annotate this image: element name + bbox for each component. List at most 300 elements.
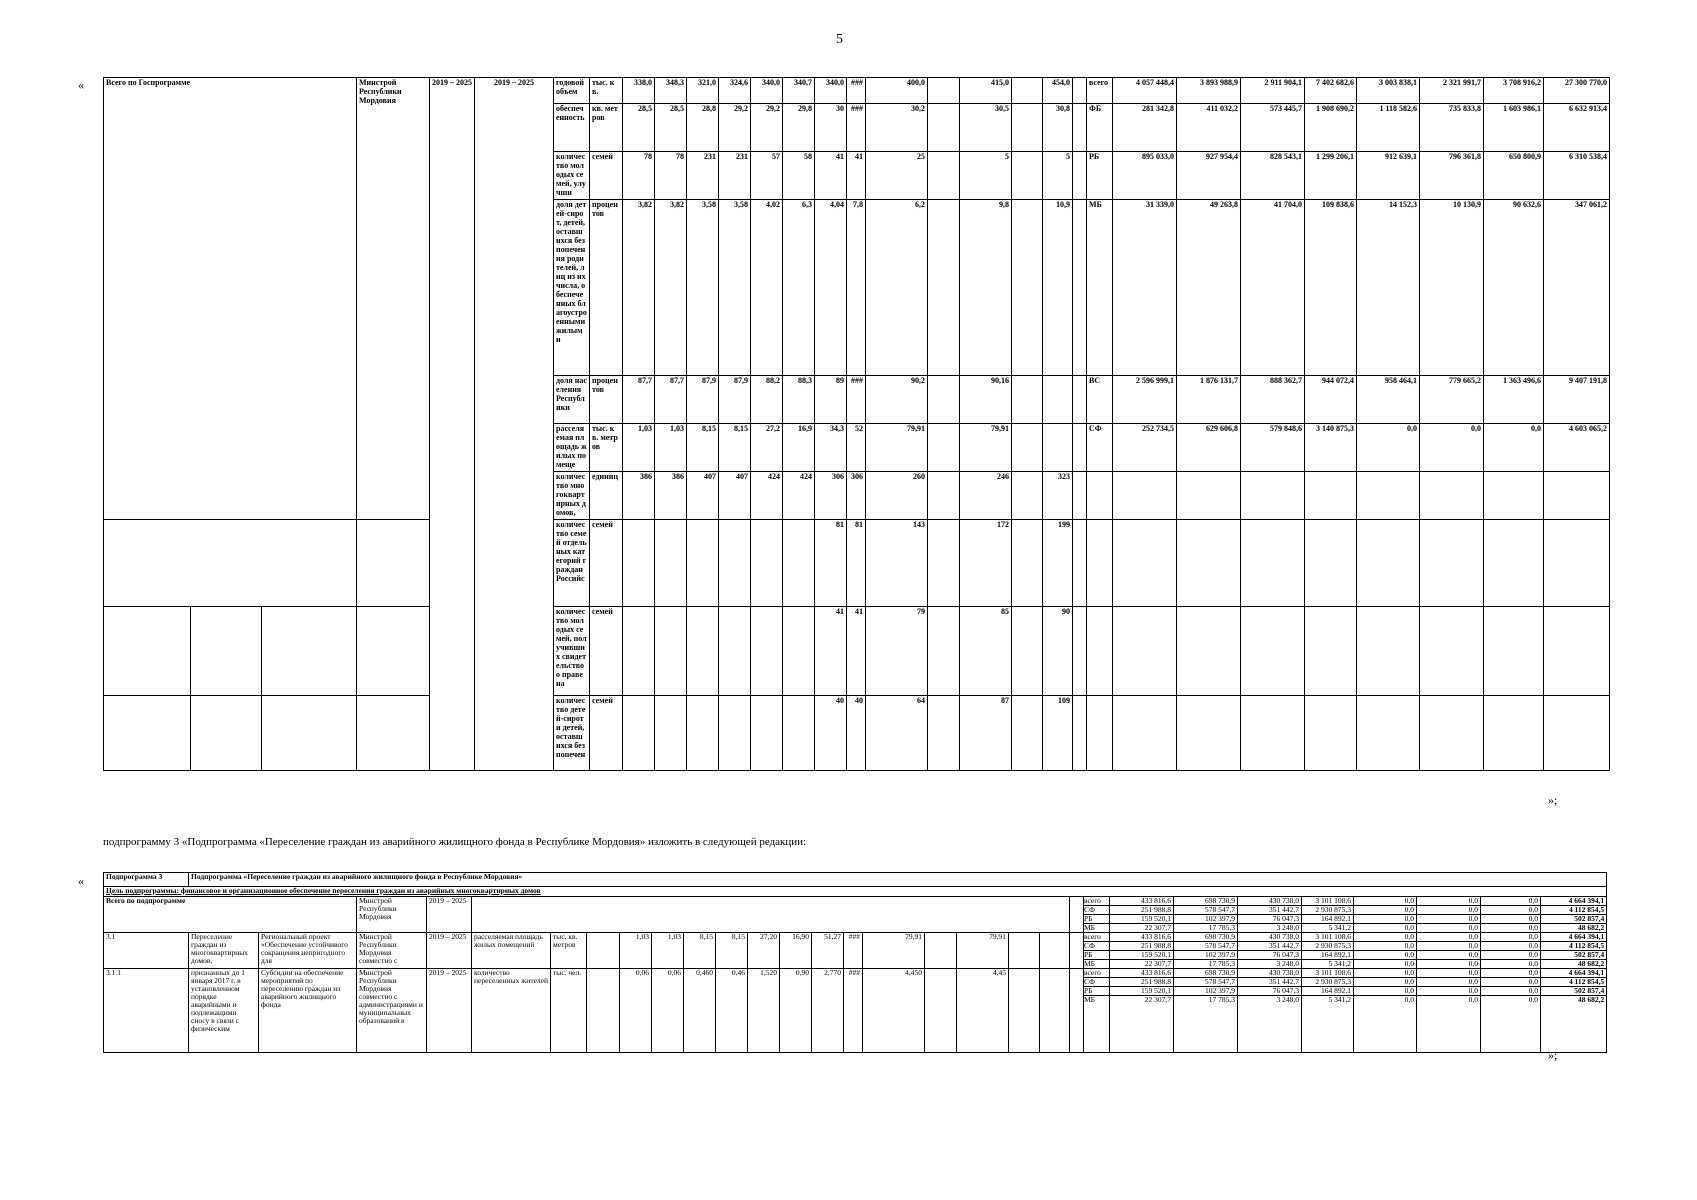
indicator-value: 79,91 [957, 933, 1009, 969]
empty-cell [1305, 520, 1357, 607]
finance-value: 10 130,9 [1420, 200, 1484, 376]
finance-value: 22 307,7 [1144, 960, 1171, 968]
indicator-unit: процентов [590, 376, 623, 424]
finance-value: 41 704,0 [1241, 200, 1305, 376]
indicator-value: 260 [866, 472, 928, 520]
finance-value: 4 112 854,5 [1541, 978, 1606, 987]
finance-value: 1 876 131,7 [1177, 376, 1241, 424]
finance-value: 796 361,8 [1420, 152, 1484, 200]
indicator-value [928, 152, 960, 200]
finance-value: 3 101 108,6 [1302, 969, 1353, 978]
indicator-value: 306 [847, 472, 866, 520]
finance-value: 0,0 [1481, 951, 1540, 960]
indicator-value [928, 472, 960, 520]
finance-value: 251 988,8 [1110, 978, 1173, 987]
empty-cell [1073, 520, 1087, 607]
empty-cell [1177, 520, 1241, 607]
empty-cell [1087, 696, 1113, 771]
finance-value: 4 664 394,1 [1541, 933, 1606, 942]
empty-cell [1420, 696, 1484, 771]
finance-value: 578 547,7 [1174, 978, 1237, 987]
indicator-value [783, 607, 815, 696]
indicator-value: 87 [960, 696, 1012, 771]
indicator-value: 40 [815, 696, 847, 771]
empty-cell [1420, 607, 1484, 696]
indicator-value: 246 [960, 472, 1012, 520]
quote-close-1: »; [1548, 793, 1558, 807]
finance-value: 0,0 [1481, 942, 1540, 951]
finance-value-block [1417, 969, 1481, 1053]
finance-source: МБ [1084, 960, 1095, 968]
indicator-value: 27,2 [751, 424, 783, 472]
finance-value: 3 893 988,9 [1177, 78, 1241, 104]
indicator-value: 64 [866, 696, 928, 771]
indicator-value: 30,5 [960, 104, 1012, 152]
indicator-value [928, 104, 960, 152]
finance-value: 0,0 [1354, 933, 1416, 942]
indicator-unit: кв. метров [590, 104, 623, 152]
finance-source: всего [1084, 969, 1109, 978]
empty-cell [1073, 104, 1087, 152]
empty-cell [1073, 78, 1087, 104]
indicator-value [928, 78, 960, 104]
indicator-value: 340,7 [783, 78, 815, 104]
empty-cell [1544, 696, 1610, 771]
finance-value: 4 603 065,2 [1544, 424, 1610, 472]
empty-cell [1070, 969, 1084, 1053]
finance-value: 578 547,7 [1174, 942, 1237, 951]
finance-value: 430 738,0 [1238, 897, 1301, 906]
finance-value: 351 442,7 [1238, 906, 1301, 915]
finance-value: 944 072,4 [1305, 376, 1357, 424]
row-title: Всего по Госпрограмме [104, 78, 357, 520]
indicator-value: 321,0 [687, 78, 719, 104]
finance-value: 159 520,1 [1110, 987, 1173, 996]
finance-value: 433 816,6 [1110, 969, 1173, 978]
finance-value-block [1238, 933, 1302, 969]
finance-value: 3 140 875,3 [1305, 424, 1357, 472]
finance-value: 912 639,1 [1357, 152, 1420, 200]
finance-value: 48 682,2 [1577, 996, 1605, 1004]
indicator-value: 4,450 [863, 969, 925, 1053]
finance-value-block [1174, 969, 1238, 1053]
indicator-value: ### [847, 104, 866, 152]
indicator-value: 29,2 [751, 104, 783, 152]
indicator-value [655, 520, 687, 607]
indicator-value [719, 696, 751, 771]
finance-value: 698 730,9 [1174, 933, 1237, 942]
finance-value: 17 785,3 [1208, 960, 1235, 968]
finance-value-block [1354, 969, 1417, 1053]
period-cell: 2019 – 2025 [475, 78, 554, 771]
empty-subcell [104, 607, 191, 695]
indicator-value: 3,82 [655, 200, 687, 376]
empty-cell [1073, 200, 1087, 376]
indicator-value: 386 [623, 472, 655, 520]
row-name: Переселение граждан из многоквартирных домов, [189, 933, 259, 969]
finance-value: 4 112 854,5 [1541, 942, 1606, 951]
intro-text: подпрограмму 3 «Подпрограмма «Переселение граждан из аварийного жилищного фонда в Республике Мордовия» изложить в следующей редакции: [103, 836, 807, 848]
indicator-value: 6,2 [866, 200, 928, 376]
finance-value: 0,0 [1481, 906, 1540, 915]
indicator-value: 79,91 [960, 424, 1012, 472]
finance-value: 2 911 904,1 [1241, 78, 1305, 104]
finance-value-block [1354, 897, 1417, 933]
finance-value: 698 730,9 [1174, 897, 1237, 906]
indicator-value: 424 [751, 472, 783, 520]
indicator-value: 8,15 [684, 933, 716, 969]
indicator-value: 7,8 [847, 200, 866, 376]
finance-source: МБ [1084, 996, 1095, 1004]
period-cell: 2019 – 2025 [427, 897, 472, 933]
empty-cell [1357, 696, 1420, 771]
empty-cell [1420, 472, 1484, 520]
indicator-value: 4,04 [815, 200, 847, 376]
empty-cell [1113, 472, 1177, 520]
indicator-value: 16,90 [780, 933, 812, 969]
finance-value: 2 930 875,3 [1302, 942, 1353, 951]
finance-value: 895 033,0 [1113, 152, 1177, 200]
indicator-value [1040, 933, 1070, 969]
finance-value-block [1417, 897, 1481, 933]
finance-value: 698 730,9 [1174, 969, 1237, 978]
finance-value: 48 682,2 [1577, 924, 1605, 932]
indicator-value: 89 [815, 376, 847, 424]
indicator-value: ### [844, 969, 863, 1053]
empty-cell [1357, 472, 1420, 520]
indicator-value [751, 696, 783, 771]
subprogram-title: Подпрограмма «Переселение граждан из аварийного жилищного фонда в Республике Мордовия» [189, 873, 1607, 887]
finance-value: 0,0 [1417, 978, 1480, 987]
empty-cell [587, 969, 620, 1053]
table-row [104, 873, 1607, 887]
indicator-value: 87,7 [655, 376, 687, 424]
indicator-unit: тыс. кв. [590, 78, 623, 104]
indicator-value: 88,2 [751, 376, 783, 424]
empty-cell [1073, 376, 1087, 424]
indicator-value [751, 520, 783, 607]
finance-value: 14 152,3 [1357, 200, 1420, 376]
indicator-value [1012, 696, 1043, 771]
finance-value: 0,0 [1417, 933, 1480, 942]
finance-value: 49 263,8 [1177, 200, 1241, 376]
indicator-name: количество молодых семей, получивших свидетельство о праве на [554, 607, 590, 696]
indicator-name: расселяемая площадь жилых помещений [472, 933, 551, 969]
finance-source: РБ [1087, 152, 1113, 200]
indicator-value [928, 424, 960, 472]
indicator-value [925, 969, 957, 1053]
finance-value-block [1302, 897, 1354, 933]
empty-cell [357, 607, 430, 696]
finance-value: 0,0 [1417, 897, 1480, 906]
finance-value: 4 664 394,1 [1541, 969, 1606, 978]
finance-value: 0,0 [1481, 969, 1540, 978]
indicator-value: 231 [687, 152, 719, 200]
finance-value-block [1541, 933, 1607, 969]
table-row [104, 607, 1610, 696]
finance-value: 164 892,1 [1302, 915, 1353, 924]
indicator-value: 172 [960, 520, 1012, 607]
empty-cell [357, 520, 430, 607]
finance-value: 48 682,2 [1577, 960, 1605, 968]
finance-source-block [1084, 969, 1110, 1053]
indicator-value: 79 [866, 607, 928, 696]
empty-cell [1087, 472, 1113, 520]
indicator-value [1012, 152, 1043, 200]
period-cell: 2019 – 2025 [427, 933, 472, 969]
finance-value: 888 362,7 [1241, 376, 1305, 424]
finance-value: 0,0 [1404, 924, 1414, 932]
indicator-value [1012, 472, 1043, 520]
finance-value: 0,0 [1354, 969, 1416, 978]
empty-cell [472, 897, 1070, 933]
finance-source: всего [1084, 933, 1109, 942]
empty-cell [1241, 607, 1305, 696]
indicator-value [1009, 969, 1040, 1053]
indicator-name: расселяемая площадь жилых помеще [554, 424, 590, 472]
indicator-value: 28,5 [623, 104, 655, 152]
finance-value: 430 738,0 [1238, 933, 1301, 942]
empty-cell [1484, 472, 1544, 520]
indicator-value [928, 696, 960, 771]
empty-cell [1241, 472, 1305, 520]
empty-cell [587, 933, 620, 969]
indicator-value [1012, 376, 1043, 424]
finance-value: 102 397,9 [1174, 915, 1237, 924]
indicator-name: годовой объем [554, 78, 590, 104]
finance-value: 3 248,0 [1276, 996, 1299, 1004]
indicator-value [928, 200, 960, 376]
indicator-value: 5 [1043, 152, 1073, 200]
table-row [104, 969, 1607, 1053]
finance-value: 76 047,3 [1238, 915, 1301, 924]
indicator-value: 0,90 [780, 969, 812, 1053]
finance-value: 17 785,3 [1208, 924, 1235, 932]
indicator-value [1040, 969, 1070, 1053]
finance-value: 2 930 875,3 [1302, 906, 1353, 915]
empty-cell [1420, 520, 1484, 607]
indicator-value [623, 520, 655, 607]
finance-value: 1 299 206,1 [1305, 152, 1357, 200]
executor-cell: Минстрой Республики Мордовия совместно с администрациями и муниципальных образований в [357, 969, 427, 1053]
indicator-value: 41 [847, 152, 866, 200]
finance-value: 102 397,9 [1174, 987, 1237, 996]
indicator-value: 0,06 [620, 969, 652, 1053]
indicator-value: 87,9 [687, 376, 719, 424]
indicator-value: 5 [960, 152, 1012, 200]
indicator-value: 79,91 [863, 933, 925, 969]
indicator-unit: семей [590, 152, 623, 200]
row-number: 3.1 [104, 933, 189, 969]
table-row [104, 696, 1610, 771]
finance-value: 0,0 [1354, 978, 1416, 987]
finance-value: 502 857,4 [1541, 987, 1606, 996]
total-label: Всего по подпрограмме [104, 897, 357, 933]
indicator-value [783, 696, 815, 771]
row-number: 3.1.1 [104, 969, 189, 1053]
empty-cell [1305, 472, 1357, 520]
finance-source: ВС [1087, 376, 1113, 424]
finance-value: 0,0 [1354, 951, 1416, 960]
indicator-value [925, 933, 957, 969]
finance-value: 430 738,0 [1238, 969, 1301, 978]
finance-value: 0,0 [1417, 906, 1480, 915]
table-row [104, 78, 1610, 104]
finance-value: 7 402 682,6 [1305, 78, 1357, 104]
finance-source: МБ [1084, 924, 1095, 932]
finance-value: 958 464,1 [1357, 376, 1420, 424]
empty-cell [1087, 607, 1113, 696]
finance-value: 0,0 [1481, 987, 1540, 996]
empty-cell [1241, 520, 1305, 607]
finance-value: 0,0 [1354, 897, 1416, 906]
indicator-value: 90,2 [866, 376, 928, 424]
empty-cell [1073, 696, 1087, 771]
finance-value: 650 800,9 [1484, 152, 1544, 200]
finance-source: всего [1087, 78, 1113, 104]
finance-source: СФ [1084, 978, 1109, 987]
empty-cell [357, 696, 430, 771]
finance-value: 579 848,6 [1241, 424, 1305, 472]
indicator-value: 415,0 [960, 78, 1012, 104]
finance-value: 4 664 394,1 [1541, 897, 1606, 906]
indicator-value [751, 607, 783, 696]
indicator-value: 28,5 [655, 104, 687, 152]
finance-value: 3 708 916,2 [1484, 78, 1544, 104]
indicator-value [1043, 376, 1073, 424]
empty-cell [1305, 696, 1357, 771]
indicator-value: 25 [866, 152, 928, 200]
indicator-value: 28,8 [687, 104, 719, 152]
finance-value: 76 047,3 [1238, 951, 1301, 960]
empty-cell [1177, 607, 1241, 696]
subprogram3-table [103, 872, 1607, 1053]
finance-value: 0,0 [1417, 969, 1480, 978]
indicator-value: 386 [655, 472, 687, 520]
finance-value: 0,0 [1528, 924, 1538, 932]
finance-value: 735 833,8 [1420, 104, 1484, 152]
indicator-value: 0,46 [716, 969, 748, 1053]
finance-value: 0,0 [1420, 424, 1484, 472]
indicator-value: 424 [783, 472, 815, 520]
finance-value: 5 341,2 [1328, 924, 1351, 932]
empty-cell [1177, 696, 1241, 771]
finance-value: 4 112 854,5 [1541, 906, 1606, 915]
indicator-name: количество семей отдельных категорий граждан Российс [554, 520, 590, 607]
finance-value: 31 339,0 [1113, 200, 1177, 376]
finance-value: 164 892,1 [1302, 951, 1353, 960]
indicator-value [1012, 200, 1043, 376]
finance-value: 0,0 [1354, 987, 1416, 996]
indicator-value: 1,03 [620, 933, 652, 969]
finance-value: 0,0 [1468, 924, 1478, 932]
finance-value: 90 632,6 [1484, 200, 1544, 376]
indicator-value: 16,9 [783, 424, 815, 472]
indicator-value [1012, 78, 1043, 104]
finance-source: СФ [1087, 424, 1113, 472]
page-number: 5 [836, 32, 843, 47]
finance-value: 433 816,6 [1110, 933, 1173, 942]
empty-cell [104, 607, 357, 696]
finance-value: 5 341,2 [1328, 996, 1351, 1004]
finance-value: 6 632 913,4 [1544, 104, 1610, 152]
indicator-value: 3,82 [623, 200, 655, 376]
indicator-value: 79,91 [866, 424, 928, 472]
finance-value-block [1302, 933, 1354, 969]
finance-value: 164 892,1 [1302, 987, 1353, 996]
finance-value: 0,0 [1354, 906, 1416, 915]
finance-value: 281 342,8 [1113, 104, 1177, 152]
indicator-unit: процентов [590, 200, 623, 376]
empty-cell [1177, 472, 1241, 520]
finance-value-block [1110, 969, 1174, 1053]
empty-subcell [104, 696, 191, 770]
indicator-value: 407 [719, 472, 751, 520]
finance-value: 0,0 [1404, 960, 1414, 968]
table-row [104, 933, 1607, 969]
finance-source: РБ [1084, 951, 1109, 960]
finance-value: 102 397,9 [1174, 951, 1237, 960]
indicator-value: 338,0 [623, 78, 655, 104]
period-cell: 2019 – 2025 [430, 78, 475, 771]
finance-value: 0,0 [1417, 915, 1480, 924]
indicator-value [623, 696, 655, 771]
indicator-unit: тыс. чел. [551, 969, 587, 1053]
empty-cell [1484, 696, 1544, 771]
finance-source: всего [1084, 897, 1109, 906]
finance-value: 5 341,2 [1328, 960, 1351, 968]
finance-value-block [1481, 969, 1541, 1053]
finance-value: 351 442,7 [1238, 978, 1301, 987]
gosprogram-table [103, 77, 1610, 771]
indicator-value: 10,9 [1043, 200, 1073, 376]
indicator-name: доля детей-сирот, детей, оставшихся без попечения родителей, лиц из их числа, обеспеченных благоустроенными жилыми [554, 200, 590, 376]
indicator-value: 407 [687, 472, 719, 520]
empty-cell [1113, 696, 1177, 771]
indicator-value: 324,6 [719, 78, 751, 104]
empty-cell [1305, 607, 1357, 696]
indicator-value [1012, 104, 1043, 152]
indicator-value: 52 [847, 424, 866, 472]
executor-cell: Минстрой Республики Мордовия совместно с [357, 933, 427, 969]
finance-value: 159 520,1 [1110, 951, 1173, 960]
finance-value: 411 032,2 [1177, 104, 1241, 152]
indicator-value: 29,2 [719, 104, 751, 152]
indicator-value: 1,03 [623, 424, 655, 472]
empty-subcell [191, 607, 262, 695]
period-cell: 2019 – 2025 [427, 969, 472, 1053]
indicator-value [687, 607, 719, 696]
finance-source: ФБ [1087, 104, 1113, 152]
finance-value: 0,0 [1528, 996, 1538, 1004]
indicator-value: 109 [1043, 696, 1073, 771]
empty-cell [1357, 607, 1420, 696]
indicator-value: 0,460 [684, 969, 716, 1053]
empty-cell [1357, 520, 1420, 607]
indicator-value: 29,8 [783, 104, 815, 152]
subprogram-goal: Цель подпрограммы: финансовое и организационное обеспечение переселения граждан из аварийных многоквартирных домов [104, 887, 1607, 897]
finance-value: 17 785,3 [1208, 996, 1235, 1004]
finance-value: 433 816,6 [1110, 897, 1173, 906]
indicator-value [719, 607, 751, 696]
indicator-value: 78 [655, 152, 687, 200]
quote-close-2: »; [1548, 1048, 1558, 1062]
finance-value: 0,0 [1481, 933, 1540, 942]
quote-open-2: « [78, 874, 84, 888]
indicator-value: 2,770 [812, 969, 844, 1053]
finance-value: 1 603 986,1 [1484, 104, 1544, 152]
finance-value-block [1238, 969, 1302, 1053]
